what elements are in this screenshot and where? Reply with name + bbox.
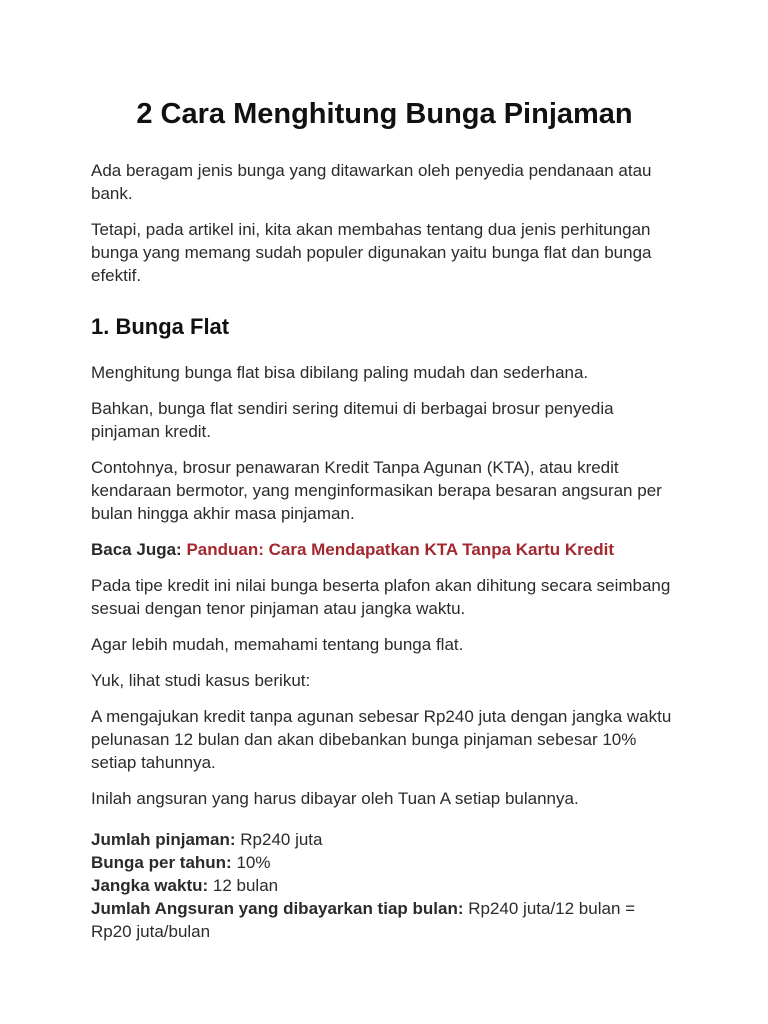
fact-label: Jangka waktu: — [91, 876, 209, 895]
section-heading-bunga-flat: 1. Bunga Flat — [91, 314, 230, 339]
fact-label: Jumlah Angsuran yang dibayarkan tiap bulan: — [91, 899, 464, 918]
page-title: 2 Cara Menghitung Bunga Pinjaman — [136, 98, 633, 130]
fact-value: Rp240 juta — [235, 830, 323, 849]
loan-facts — [91, 828, 678, 943]
section-paragraph-4: Pada tipe kredit ini nilai bunga beserta plafon akan dihitung secara seimbang sesuai dengan tenor pinjaman atau jangka waktu. — [91, 576, 671, 618]
section-paragraph-2: Bahkan, bunga flat sendiri sering ditemui di berbagai brosur penyedia pinjaman kredit. — [91, 399, 614, 441]
section-paragraph-3: Contohnya, brosur penawaran Kredit Tanpa Agunan (KTA), atau kredit kendaraan bermotor, yang menginformasikan berapa besaran angsuran per bulan hingga akhir masa pinjaman. — [91, 458, 662, 523]
fact-loan-amount — [91, 828, 678, 851]
fact-label: Jumlah pinjaman: — [91, 830, 236, 849]
section-paragraph-1: Menghitung bunga flat bisa dibilang paling mudah dan sederhana. — [91, 363, 589, 382]
fact-monthly-installment — [91, 897, 678, 943]
fact-interest-rate — [91, 851, 678, 874]
section-paragraph-6: Yuk, lihat studi kasus berikut: — [91, 671, 311, 690]
intro-paragraph-1: Ada beragam jenis bunga yang ditawarkan oleh penyedia pendanaan atau bank. — [91, 161, 652, 203]
section-paragraph-8: Inilah angsuran yang harus dibayar oleh Tuan A setiap bulannya. — [91, 789, 579, 808]
section-paragraph-5: Agar lebih mudah, memahami tentang bunga flat. — [91, 635, 464, 654]
fact-label: Bunga per tahun: — [91, 853, 232, 872]
read-also-link[interactable]: Panduan: Cara Mendapatkan KTA Tanpa Kartu Kredit — [186, 540, 615, 559]
read-also-line — [91, 538, 678, 561]
fact-value: Rp240 juta/12 bulan = Rp20 juta/bulan — [91, 899, 636, 941]
intro-paragraph-2: Tetapi, pada artikel ini, kita akan membahas tentang dua jenis perhitungan bunga yang memang sudah populer digunakan yaitu bunga flat dan bunga efektif. — [91, 220, 652, 285]
fact-value: 10% — [231, 853, 271, 872]
section-paragraph-7: A mengajukan kredit tanpa agunan sebesar Rp240 juta dengan jangka waktu pelunasan 12 bulan dan akan dibebankan bunga pinjaman sebesar 10% setiap tahunnya. — [91, 707, 672, 772]
fact-value: 12 bulan — [208, 876, 279, 895]
read-also-label: Baca Juga: — [91, 540, 182, 559]
fact-term — [91, 874, 678, 897]
